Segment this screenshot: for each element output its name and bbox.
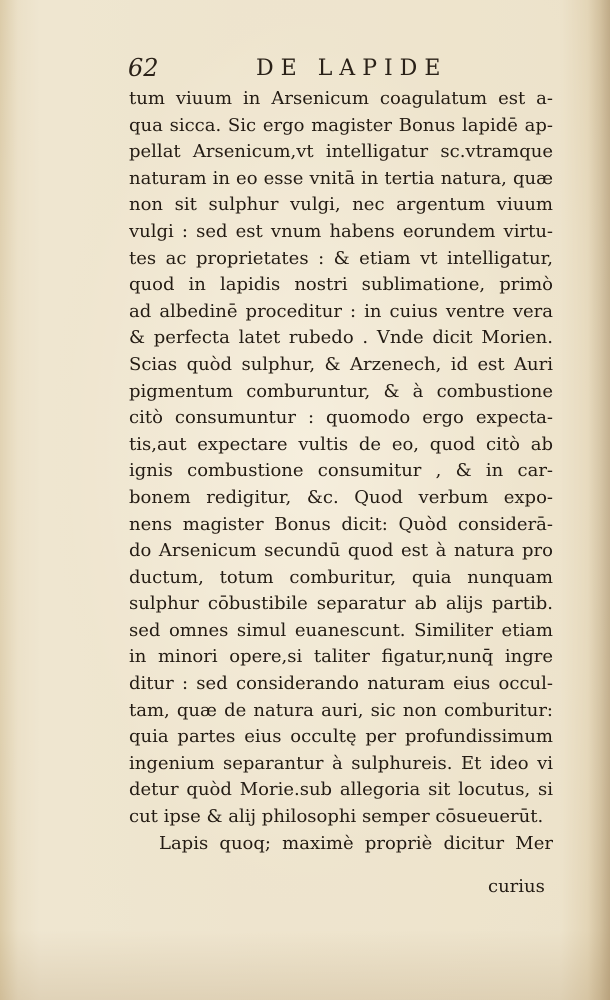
text-line: tum viuum in Arsenicum coagulatum est a- xyxy=(129,88,553,109)
page-number: 62 xyxy=(128,54,159,82)
text-line: quod in lapidis nostri sublimatione, primò xyxy=(129,274,553,296)
text-line: qua sicca. Sic ergo magister Bonus lapidē ap- xyxy=(129,114,553,136)
text-line: ditur : sed considerando naturam eius occul- xyxy=(129,673,553,695)
body-text xyxy=(129,86,553,857)
text-line: citò consumuntur : quomodo ergo expecta- xyxy=(129,407,553,429)
text-line: ad albedinē proceditur : in cuius ventre vera xyxy=(129,300,553,322)
paper-shadow-bottom xyxy=(0,930,610,1000)
text-line: ignis combustione consumitur , & in car- xyxy=(129,460,553,482)
running-head: DE LAPIDE xyxy=(256,56,448,81)
text-line: do Arsenicum secundū quod est à natura pro xyxy=(129,540,553,562)
text-line: sed omnes simul euanescunt. Similiter etiam xyxy=(129,619,553,641)
text-line: nens magister Bonus dicit: Quòd considerā- xyxy=(129,513,553,535)
catchword: curius xyxy=(488,876,545,897)
text-line: quia partes eius occultę per profundissimum xyxy=(129,726,553,748)
text-line: pigmentum comburuntur, & à combustione xyxy=(129,380,553,402)
page-header xyxy=(128,54,448,90)
text-line: sulphur cōbustibile separatur ab alijs partib. xyxy=(129,593,553,615)
text-line: ingenium separantur à sulphureis. Et ideo vi xyxy=(129,752,553,774)
text-line: vulgi : sed est vnum habens eorundem virtu- xyxy=(129,220,553,242)
paper-shadow-right xyxy=(588,0,610,1000)
text-line: tam, quæ de natura auri, sic non comburitur: xyxy=(129,699,553,721)
text-line: ductum, totum comburitur, quia nunquam xyxy=(129,566,553,588)
text-line: detur quòd Morie.sub allegoria sit locutus, si xyxy=(129,779,553,801)
text-line: tes ac proprietates : & etiam vt intelligatur, xyxy=(129,247,553,269)
text-line: tis,aut expectare vultis de eo, quod citò ab xyxy=(129,433,553,455)
text-line: & perfecta latet rubedo . Vnde dicit Morien. xyxy=(129,327,553,349)
text-line: in minori opere,si taliter figatur,nunq̄ ingre xyxy=(129,646,553,668)
text-line: Lapis quoq; maximè propriè dicitur Mer xyxy=(159,832,553,854)
text-line: pellat Arsenicum,vt intelligatur sc.vtramque xyxy=(129,141,553,163)
text-line: bonem redigitur, &c. Quod verbum expo- xyxy=(129,486,553,508)
text-line: Scias quòd sulphur, & Arzenech, id est Auri xyxy=(129,353,553,375)
text-line: naturam in eo esse vnitā in tertia natura, quæ xyxy=(129,167,553,189)
text-line: cut ipse & alij philosophi semper cōsueuerūt. xyxy=(129,806,544,828)
text-line: non sit sulphur vulgi, nec argentum viuum xyxy=(129,194,553,216)
